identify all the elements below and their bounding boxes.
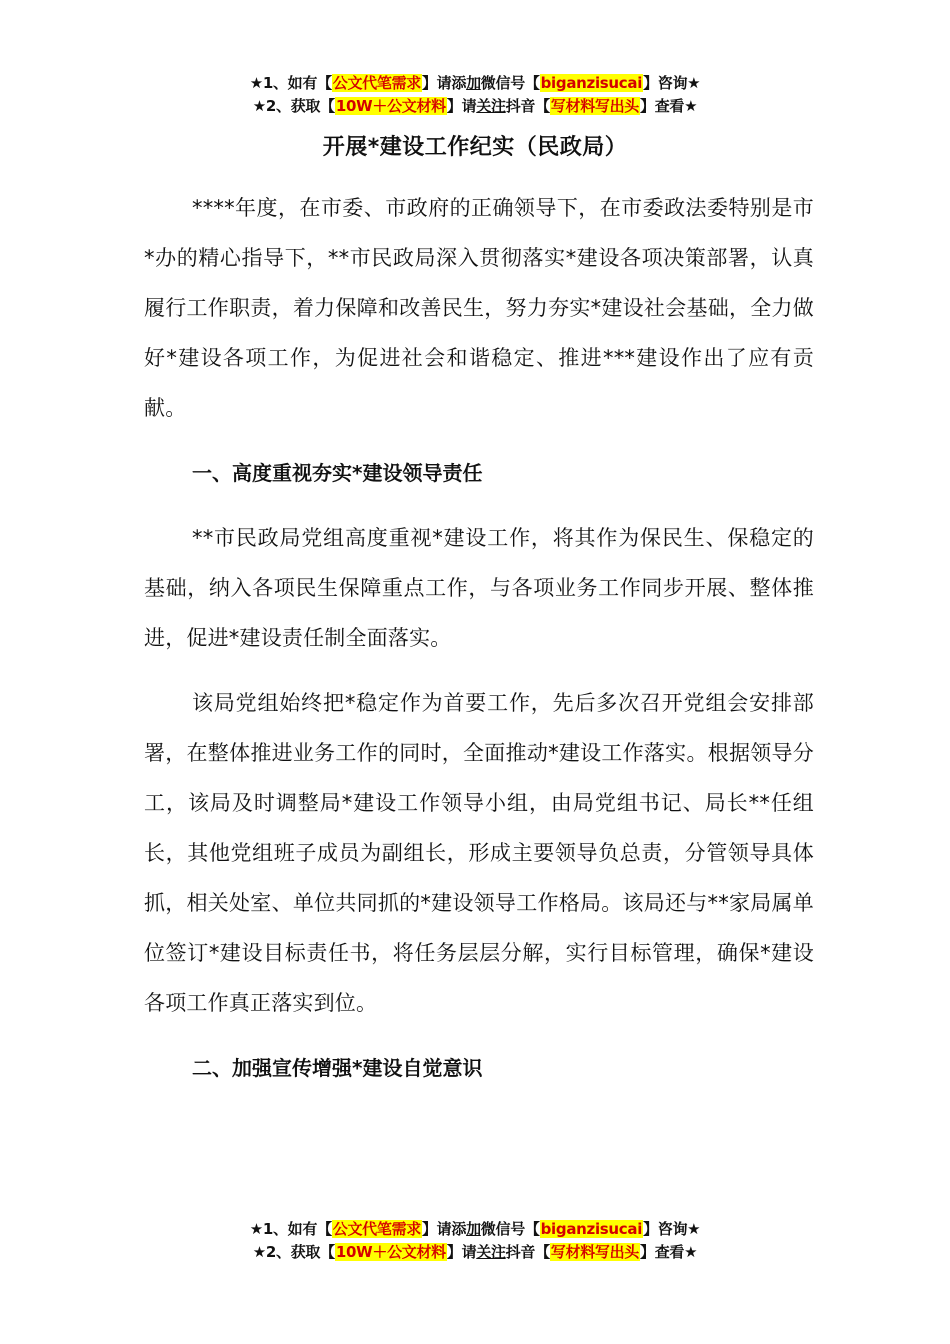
- banner-text: ★2、获取【: [252, 1243, 335, 1261]
- banner-highlight: 公文代笔需求: [332, 74, 421, 92]
- document-body: [144, 183, 814, 1108]
- section-heading-2: 二、加强宣传增强*建设自觉意识: [192, 1056, 483, 1080]
- banner-text: 抖音【: [505, 97, 550, 115]
- banner-highlight: biganzisucai: [540, 1220, 643, 1238]
- bottom-banner: [0, 1218, 950, 1264]
- banner-highlight: biganzisucai: [540, 74, 643, 92]
- banner-text: ★2、获取【: [252, 97, 335, 115]
- banner-text: ★1、如有【: [249, 74, 332, 92]
- banner-text: 】请: [446, 97, 477, 115]
- banner-text: 】请: [446, 1243, 477, 1261]
- banner-line-1: [0, 72, 950, 95]
- banner-text: 】咨询★: [643, 74, 701, 92]
- intro-paragraph: ****年度，在市委、市政府的正确领导下，在市委政法委特别是市*办的精心指导下，**市民政局深入贯彻落实*建设各项决策部署，认真履行工作职责，着力保障和改善民生，努力夯实*建设社会基础，全力做好*建设各项工作，为促进社会和谐稳定、推进***建设作出了应有贡献。: [144, 196, 814, 420]
- banner-text: 】请添: [421, 74, 467, 92]
- banner-underlined-text: 关注: [476, 1243, 506, 1261]
- banner-highlight: 写材料写出头: [550, 97, 639, 115]
- banner-text: 】查看★: [640, 97, 698, 115]
- banner-underlined-text: 关注: [476, 97, 506, 115]
- banner-highlight: 公文代笔需求: [332, 1220, 421, 1238]
- section1-paragraph-2: 该局党组始终把*稳定作为首要工作，先后多次召开党组会安排部署，在整体推进业务工作的同时，全面推动*建设工作落实。根据领导分工，该局及时调整局*建设工作领导小组，由局党组书记、局长**任组长，其他党组班子成员为副组长，形成主要领导负总责，分管领导具体抓，相关处室、单位共同抓的*建设领导工作格局。该局还与**家局属单位签订*建设目标责任书，将任务层层分解，实行目标管理，确保*建设各项工作真正落实到位。: [144, 691, 814, 1015]
- document-title: 开展*建设工作纪实（民政局）: [322, 135, 628, 160]
- banner-text: 微信号【: [480, 74, 540, 92]
- banner-highlight: 10W＋公文材料: [335, 1243, 446, 1261]
- banner-line-2: [0, 1241, 950, 1264]
- banner-line-1: [0, 1218, 950, 1241]
- top-banner: [0, 72, 950, 118]
- banner-underlined-text: 加: [466, 1220, 481, 1238]
- banner-highlight: 10W＋公文材料: [335, 97, 446, 115]
- banner-text: 】咨询★: [643, 1220, 701, 1238]
- banner-text: 】查看★: [640, 1243, 698, 1261]
- banner-highlight: 写材料写出头: [550, 1243, 639, 1261]
- banner-line-2: [0, 95, 950, 118]
- banner-text: ★1、如有【: [249, 1220, 332, 1238]
- section-heading-1: 一、高度重视夯实*建设领导责任: [192, 461, 483, 485]
- banner-text: 抖音【: [505, 1243, 550, 1261]
- section1-paragraph-1: **市民政局党组高度重视*建设工作，将其作为保民生、保稳定的基础，纳入各项民生保障重点工作，与各项业务工作同步开展、整体推进，促进*建设责任制全面落实。: [144, 526, 814, 650]
- banner-text: 微信号【: [480, 1220, 540, 1238]
- banner-text: 】请添: [421, 1220, 467, 1238]
- banner-underlined-text: 加: [466, 74, 481, 92]
